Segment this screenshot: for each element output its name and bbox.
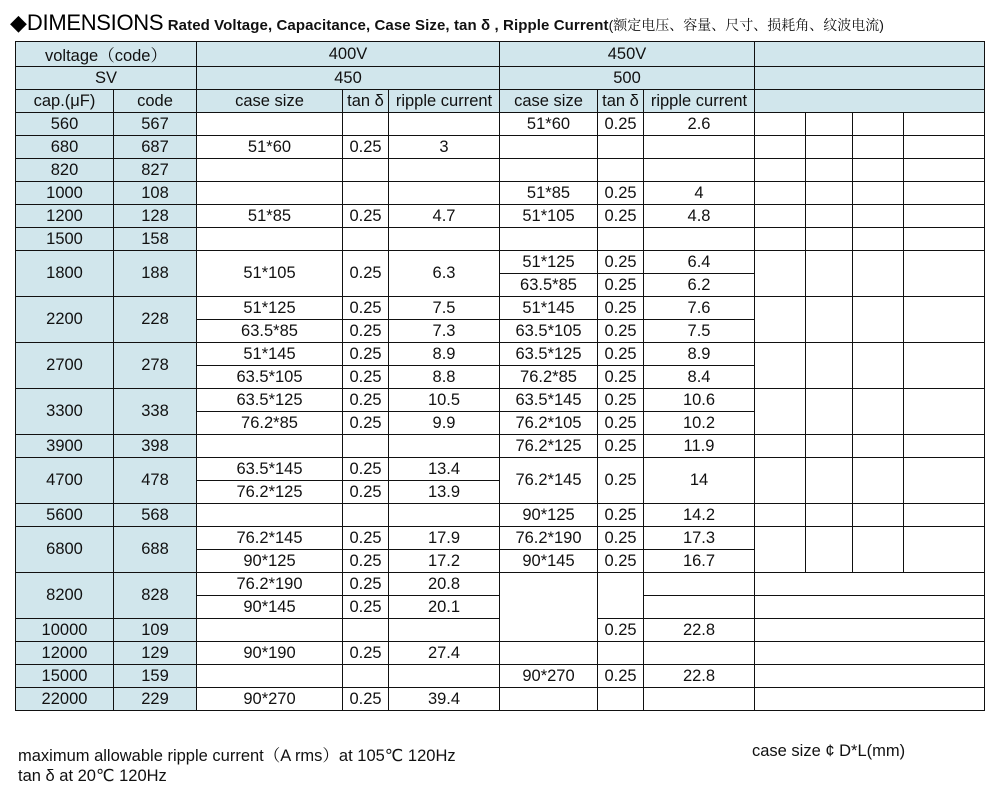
- blank-cell: [644, 642, 755, 665]
- tan-cell: 0.25: [598, 665, 644, 688]
- blank-cell: [806, 228, 853, 251]
- blank-cell: [755, 136, 806, 159]
- blank-cell: [389, 619, 500, 642]
- blank-cell: [806, 458, 853, 504]
- case-cell: 63.5*105: [197, 366, 343, 389]
- blank-cell: [853, 435, 904, 458]
- blank-cell: [755, 205, 806, 228]
- sv-header-row: [16, 67, 985, 90]
- blank-cell: [904, 527, 985, 573]
- case-cell: 51*145: [500, 297, 598, 320]
- tan-cell: 0.25: [343, 596, 389, 619]
- tan-cell: 0.25: [343, 458, 389, 481]
- tan-cell: 0.25: [343, 297, 389, 320]
- code-cell: 688: [114, 527, 197, 573]
- blank-cell: [598, 688, 644, 711]
- ripple-note: maximum allowable ripple current（A rms）at 105℃ 120Hz: [18, 747, 456, 765]
- case-cell: 90*125: [500, 504, 598, 527]
- blank-cell: [389, 665, 500, 688]
- case-cell: 63.5*125: [500, 343, 598, 366]
- cap-cell: 6800: [16, 527, 114, 573]
- table-row: [16, 205, 985, 228]
- blank-cell: [755, 343, 806, 389]
- blank-cell: [755, 619, 985, 642]
- voltage-400v: 400V: [197, 42, 500, 67]
- blank-cell: [806, 343, 853, 389]
- table-row: [16, 136, 985, 159]
- blank-cell: [904, 389, 985, 435]
- case-cell: 63.5*125: [197, 389, 343, 412]
- code-cell: 128: [114, 205, 197, 228]
- blank-cell: [343, 619, 389, 642]
- ripple-cell: [389, 182, 500, 205]
- cap-cell: 8200: [16, 573, 114, 619]
- case-cell: 90*145: [197, 596, 343, 619]
- blank-cell: [755, 228, 806, 251]
- code-cell: 278: [114, 343, 197, 389]
- blank-cell: [755, 527, 806, 573]
- ripple-cell: 6.2: [644, 274, 755, 297]
- blank-cell: [904, 435, 985, 458]
- case-cell: 63.5*85: [197, 320, 343, 343]
- ripple-cell: 22.8: [644, 665, 755, 688]
- case-cell: 90*190: [197, 642, 343, 665]
- case-cell: 76.2*105: [500, 412, 598, 435]
- cap-cell: 1000: [16, 182, 114, 205]
- table-row: [16, 297, 985, 320]
- cap-cell: 1200: [16, 205, 114, 228]
- ripple-cell: 27.4: [389, 642, 500, 665]
- tan-cell: 0.25: [598, 251, 644, 274]
- code-cell: 478: [114, 458, 197, 504]
- blank-cell: [853, 159, 904, 182]
- ripple-cell: 3: [389, 136, 500, 159]
- case-cell: [197, 435, 343, 458]
- case-cell: [197, 228, 343, 251]
- case-cell: [500, 136, 598, 159]
- blank-cell: [806, 159, 853, 182]
- page-title: [10, 10, 1000, 40]
- code-cell: 129: [114, 642, 197, 665]
- cap-cell: 820: [16, 159, 114, 182]
- ripple-cell: 17.3: [644, 527, 755, 550]
- ripple-header: ripple current: [389, 90, 500, 113]
- tan-cell: 0.25: [343, 343, 389, 366]
- blank-cell: [197, 665, 343, 688]
- table-row: [16, 458, 985, 481]
- blank-cell: [500, 573, 598, 642]
- table-row: [16, 389, 985, 412]
- tan-cell: 0.25: [598, 550, 644, 573]
- blank-cell: [755, 458, 806, 504]
- ripple-cell: 11.9: [644, 435, 755, 458]
- tan-cell: 0.25: [598, 458, 644, 504]
- case-size-note: case size ¢ D*L(mm): [752, 742, 906, 760]
- tan-header: tan δ: [598, 90, 644, 113]
- ripple-cell: 20.8: [389, 573, 500, 596]
- case-cell: 51*125: [197, 297, 343, 320]
- code-header: code: [114, 90, 197, 113]
- code-cell: 398: [114, 435, 197, 458]
- blank-cell: [598, 642, 644, 665]
- tan-cell: [598, 228, 644, 251]
- ripple-cell: 4.8: [644, 205, 755, 228]
- tan-cell: [343, 182, 389, 205]
- table-row: [16, 228, 985, 251]
- ripple-cell: 6.3: [389, 251, 500, 297]
- case-cell: 51*145: [197, 343, 343, 366]
- code-cell: 109: [114, 619, 197, 642]
- ripple-cell: 10.6: [644, 389, 755, 412]
- tan-cell: 0.25: [343, 412, 389, 435]
- code-cell: 158: [114, 228, 197, 251]
- ripple-cell: 7.5: [644, 320, 755, 343]
- cap-cell: 680: [16, 136, 114, 159]
- case-cell: 51*105: [197, 251, 343, 297]
- table-row: [16, 159, 985, 182]
- blank-cell: [904, 136, 985, 159]
- blank-cell: [904, 205, 985, 228]
- tan-cell: [343, 435, 389, 458]
- ripple-cell: 13.9: [389, 481, 500, 504]
- blank-cell: [755, 389, 806, 435]
- column-header-row: [16, 90, 985, 113]
- blank-cell: [806, 435, 853, 458]
- tan-cell: 0.25: [343, 320, 389, 343]
- blank-cell: [755, 573, 985, 596]
- blank-cell: [904, 228, 985, 251]
- case-cell: 63.5*145: [500, 389, 598, 412]
- cap-cell: 1800: [16, 251, 114, 297]
- ripple-cell: [644, 228, 755, 251]
- tan-cell: 0.25: [598, 412, 644, 435]
- case-cell: 90*270: [197, 688, 343, 711]
- cap-cell: 1500: [16, 228, 114, 251]
- blank-cell: [806, 136, 853, 159]
- ripple-cell: 8.9: [644, 343, 755, 366]
- tan-cell: [343, 228, 389, 251]
- ripple-cell: [389, 435, 500, 458]
- blank-cell: [904, 458, 985, 504]
- tan-cell: 0.25: [598, 435, 644, 458]
- cap-cell: 12000: [16, 642, 114, 665]
- case-cell: 63.5*145: [197, 458, 343, 481]
- blank-header: [755, 42, 985, 67]
- case-cell: [197, 182, 343, 205]
- ripple-cell: [389, 228, 500, 251]
- ripple-cell: 7.5: [389, 297, 500, 320]
- diamond-icon: ◆: [10, 10, 27, 35]
- table-row: [16, 251, 985, 274]
- tan-cell: 0.25: [598, 343, 644, 366]
- code-cell: 687: [114, 136, 197, 159]
- ripple-cell: [644, 136, 755, 159]
- blank-cell: [853, 136, 904, 159]
- case-size-header: case size: [500, 90, 598, 113]
- blank-cell: [904, 113, 985, 136]
- blank-cell: [755, 596, 985, 619]
- cap-cell: 3300: [16, 389, 114, 435]
- tan-cell: 0.25: [598, 182, 644, 205]
- case-cell: 90*125: [197, 550, 343, 573]
- tan-cell: 0.25: [598, 366, 644, 389]
- tan-cell: [343, 159, 389, 182]
- blank-cell: [904, 343, 985, 389]
- case-cell: 90*145: [500, 550, 598, 573]
- blank-cell: [853, 504, 904, 527]
- code-cell: 159: [114, 665, 197, 688]
- blank-cell: [806, 504, 853, 527]
- case-size-header: case size: [197, 90, 343, 113]
- case-cell: 76.2*145: [500, 458, 598, 504]
- table-row: [16, 573, 985, 596]
- case-cell: 51*85: [500, 182, 598, 205]
- tan-cell: 0.25: [343, 573, 389, 596]
- blank-cell: [853, 458, 904, 504]
- sv-500: 500: [500, 67, 755, 90]
- table-row: [16, 665, 985, 688]
- case-cell: 76.2*190: [500, 527, 598, 550]
- cap-cell: 10000: [16, 619, 114, 642]
- blank-cell: [904, 251, 985, 297]
- ripple-cell: 39.4: [389, 688, 500, 711]
- blank-cell: [853, 113, 904, 136]
- tan-note: tan δ at 20℃ 120Hz: [18, 767, 167, 785]
- ripple-cell: 10.2: [644, 412, 755, 435]
- code-cell: 568: [114, 504, 197, 527]
- blank-cell: [755, 688, 985, 711]
- case-cell: 51*125: [500, 251, 598, 274]
- blank-cell: [904, 182, 985, 205]
- blank-cell: [806, 527, 853, 573]
- table-row: [16, 113, 985, 136]
- ripple-cell: [389, 113, 500, 136]
- blank-cell: [806, 389, 853, 435]
- blank-cell: [598, 573, 644, 619]
- ripple-cell: 8.9: [389, 343, 500, 366]
- blank-cell: [755, 665, 985, 688]
- blank-cell: [904, 159, 985, 182]
- code-cell: 828: [114, 573, 197, 619]
- code-cell: 338: [114, 389, 197, 435]
- code-cell: 228: [114, 297, 197, 343]
- blank-cell: [904, 297, 985, 343]
- case-cell: 63.5*85: [500, 274, 598, 297]
- ripple-cell: 20.1: [389, 596, 500, 619]
- title-sub: Rated Voltage, Capacitance, Case Size, tan δ , Ripple Current: [167, 17, 609, 34]
- tan-cell: 0.25: [343, 688, 389, 711]
- tan-cell: 0.25: [343, 205, 389, 228]
- tan-cell: 0.25: [598, 113, 644, 136]
- blank-cell: [500, 642, 598, 665]
- tan-cell: 0.25: [598, 205, 644, 228]
- tan-cell: [343, 504, 389, 527]
- case-cell: 76.2*190: [197, 573, 343, 596]
- tan-cell: 0.25: [343, 550, 389, 573]
- ripple-cell: 17.9: [389, 527, 500, 550]
- tan-cell: 0.25: [598, 527, 644, 550]
- table-row: [16, 527, 985, 550]
- voltage-450v: 450V: [500, 42, 755, 67]
- table-row: [16, 435, 985, 458]
- tan-cell: 0.25: [343, 642, 389, 665]
- tan-cell: 0.25: [343, 366, 389, 389]
- tan-cell: 0.25: [343, 136, 389, 159]
- table-row: [16, 504, 985, 527]
- blank-cell: [853, 228, 904, 251]
- case-cell: [500, 228, 598, 251]
- code-cell: 567: [114, 113, 197, 136]
- ripple-cell: 7.6: [644, 297, 755, 320]
- blank-cell: [343, 665, 389, 688]
- tan-cell: 0.25: [598, 320, 644, 343]
- ripple-cell: 4.7: [389, 205, 500, 228]
- cap-cell: 3900: [16, 435, 114, 458]
- tan-cell: 0.25: [598, 297, 644, 320]
- tan-cell: 0.25: [343, 251, 389, 297]
- cap-cell: 2700: [16, 343, 114, 389]
- blank-cell: [806, 113, 853, 136]
- title-main: DIMENSIONS: [26, 10, 164, 35]
- blank-cell: [755, 642, 985, 665]
- blank-header: [755, 90, 985, 113]
- ripple-cell: 22.8: [644, 619, 755, 642]
- table-row: [16, 182, 985, 205]
- cap-header: cap.(μF): [16, 90, 114, 113]
- code-cell: 827: [114, 159, 197, 182]
- ripple-cell: 4: [644, 182, 755, 205]
- tan-cell: 0.25: [343, 527, 389, 550]
- title-chinese: (额定电压、容量、尺寸、损耗角、纹波电流): [608, 17, 884, 33]
- blank-cell: [755, 113, 806, 136]
- case-cell: 51*60: [500, 113, 598, 136]
- case-cell: [197, 504, 343, 527]
- case-cell: 51*60: [197, 136, 343, 159]
- ripple-header: ripple current: [644, 90, 755, 113]
- cap-cell: 15000: [16, 665, 114, 688]
- table-row: [16, 343, 985, 366]
- blank-cell: [853, 205, 904, 228]
- blank-cell: [500, 688, 598, 711]
- code-cell: 108: [114, 182, 197, 205]
- tan-cell: 0.25: [343, 389, 389, 412]
- ripple-cell: 6.4: [644, 251, 755, 274]
- case-cell: 51*85: [197, 205, 343, 228]
- case-cell: [197, 113, 343, 136]
- ripple-cell: 13.4: [389, 458, 500, 481]
- ripple-cell: 9.9: [389, 412, 500, 435]
- ripple-cell: 17.2: [389, 550, 500, 573]
- code-cell: 229: [114, 688, 197, 711]
- cap-cell: 2200: [16, 297, 114, 343]
- ripple-cell: 14.2: [644, 504, 755, 527]
- tan-cell: [598, 136, 644, 159]
- case-cell: 90*270: [500, 665, 598, 688]
- blank-cell: [197, 619, 343, 642]
- tan-cell: [343, 113, 389, 136]
- blank-cell: [755, 435, 806, 458]
- blank-cell: [853, 527, 904, 573]
- case-cell: 76.2*145: [197, 527, 343, 550]
- tan-cell: 0.25: [598, 274, 644, 297]
- blank-cell: [755, 159, 806, 182]
- cap-cell: 560: [16, 113, 114, 136]
- ripple-cell: 8.4: [644, 366, 755, 389]
- blank-cell: [806, 182, 853, 205]
- blank-cell: [755, 504, 806, 527]
- blank-cell: [806, 251, 853, 297]
- blank-cell: [853, 389, 904, 435]
- blank-cell: [853, 251, 904, 297]
- case-cell: [197, 159, 343, 182]
- blank-cell: [644, 596, 755, 619]
- case-cell: 76.2*125: [500, 435, 598, 458]
- tan-cell: [598, 159, 644, 182]
- case-cell: 63.5*105: [500, 320, 598, 343]
- case-cell: 76.2*85: [197, 412, 343, 435]
- blank-cell: [644, 573, 755, 596]
- ripple-cell: [389, 504, 500, 527]
- blank-cell: [644, 688, 755, 711]
- cap-cell: 4700: [16, 458, 114, 504]
- ripple-cell: 16.7: [644, 550, 755, 573]
- cap-cell: 5600: [16, 504, 114, 527]
- blank-cell: [904, 504, 985, 527]
- blank-cell: [853, 297, 904, 343]
- tan-cell: 0.25: [598, 619, 644, 642]
- ripple-cell: [644, 159, 755, 182]
- case-cell: 51*105: [500, 205, 598, 228]
- case-cell: 76.2*85: [500, 366, 598, 389]
- case-cell: [500, 159, 598, 182]
- ripple-cell: 10.5: [389, 389, 500, 412]
- ripple-cell: 8.8: [389, 366, 500, 389]
- ripple-cell: [389, 159, 500, 182]
- blank-cell: [755, 297, 806, 343]
- ripple-cell: 2.6: [644, 113, 755, 136]
- table-row: [16, 688, 985, 711]
- blank-cell: [755, 182, 806, 205]
- cap-cell: 22000: [16, 688, 114, 711]
- voltage-code-label: voltage（code）: [16, 42, 197, 67]
- ripple-cell: 7.3: [389, 320, 500, 343]
- tan-cell: 0.25: [343, 481, 389, 504]
- table-row: [16, 642, 985, 665]
- ripple-cell: 14: [644, 458, 755, 504]
- code-cell: 188: [114, 251, 197, 297]
- blank-header: [755, 67, 985, 90]
- blank-cell: [853, 343, 904, 389]
- dimensions-table: [15, 41, 985, 711]
- sv-450: 450: [197, 67, 500, 90]
- tan-cell: 0.25: [598, 389, 644, 412]
- blank-cell: [806, 297, 853, 343]
- tan-header: tan δ: [343, 90, 389, 113]
- voltage-header-row: [16, 42, 985, 67]
- blank-cell: [755, 251, 806, 297]
- blank-cell: [806, 205, 853, 228]
- blank-cell: [853, 182, 904, 205]
- case-cell: 76.2*125: [197, 481, 343, 504]
- sv-label: SV: [16, 67, 197, 90]
- tan-cell: 0.25: [598, 504, 644, 527]
